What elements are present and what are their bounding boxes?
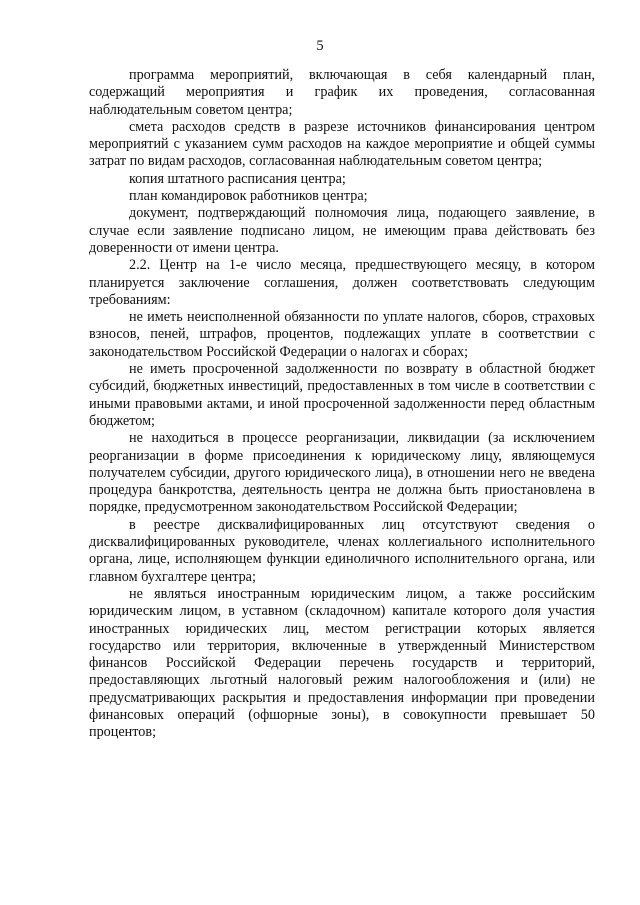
paragraph-requirement-not-foreign-entity: не являться иностранным юридическим лицом, а также российским юридическим лицом, в уставном (складочном) капитале которого доля участия иностранных юридических лиц, местом регистрации которых является государство или территория, включенные в утвержденный Министерством финансов Российской Федерации перечень государств и территорий, предоставляющих льготный налоговый режим налогообложения и (или) не предусматривающих раскрытия и предоставления информации при проведении финансовых операций (офшорные зоны), в совокупности превышает 50 процентов;: [89, 585, 595, 741]
page-number: 5: [316, 38, 324, 54]
paragraph-staff-schedule: копия штатного расписания центра;: [129, 170, 346, 187]
paragraph-expense-estimate: смета расходов средств в разрезе источников финансирования центром мероприятий с указанием сумм расходов на каждое мероприятие и общей суммы затрат по видам расходов, согласованная наблюдательным советом центра;: [89, 118, 595, 170]
paragraph-requirement-no-tax-debt: не иметь неисполненной обязанности по уплате налогов, сборов, страховых взносов, пеней, штрафов, процентов, подлежащих уплате в соответствии с законодательством Российской Федерации о налогах и сборах;: [89, 309, 595, 360]
paragraph-requirement-no-overdue-debt: не иметь просроченной задолженности по возврату в областной бюджет субсидий, бюджетных инвестиций, предоставленных в том числе в соответствии с иными правовыми актами, и иной просроченной задолженности перед областным бюджетом;: [89, 361, 595, 429]
paragraph-business-trip-plan: план командировок работников центра;: [129, 188, 368, 205]
paragraph-requirement-no-reorganization: не находиться в процессе реорганизации, ликвидации (за исключением реорганизации в форме присоединения к юридическому лицу, являющемуся получателем субсидии, другого юридического лица), в отношении него не введена процедура банкротства, деятельность центра не должна быть приостановлена в порядке, предусмотренном законодательством Российской Федерации;: [89, 430, 595, 516]
document-body: [89, 67, 595, 742]
paragraph-section-2-2: 2.2. Центр на 1-е число месяца, предшествующего месяцу, в котором планируется заключение соглашения, должен соответствовать следующим требованиям:: [89, 257, 595, 308]
paragraph-authority-document: документ, подтверждающий полномочия лица, подающего заявление, в случае если заявление подписано лицом, не имеющим права действовать без доверенности от имени центра.: [89, 205, 595, 256]
paragraph-requirement-disqualified-registry: в реестре дисквалифицированных лиц отсутствуют сведения о дисквалифицированных руководителе, членах коллегиального исполнительного органа, лице, исполняющем функции единоличного исполнительного органа, или главном бухгалтере центра;: [89, 516, 595, 585]
paragraph-event-program: программа мероприятий, включающая в себя календарный план, содержащий мероприятия и график их проведения, согласованная наблюдательным советом центра;: [89, 67, 595, 118]
